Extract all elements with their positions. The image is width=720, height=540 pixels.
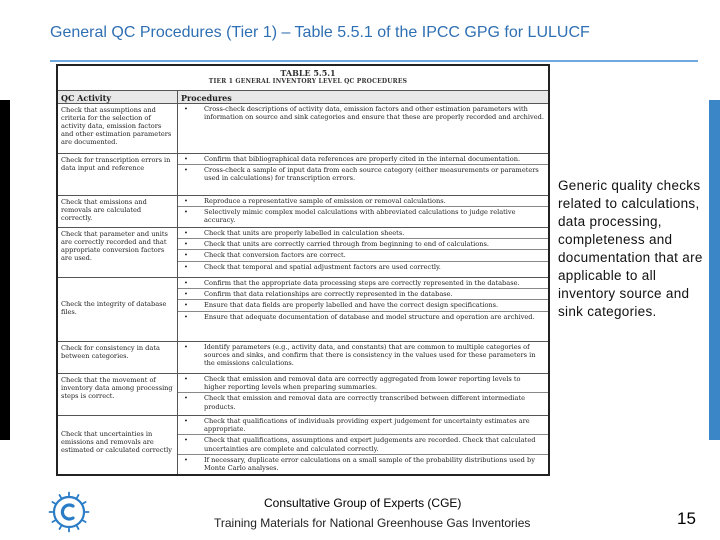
procedures-cell [178, 154, 548, 195]
procedures-cell [178, 104, 548, 153]
procedures-cell [178, 342, 548, 373]
table-number: TABLE 5.5.1 [280, 68, 336, 78]
table-row [58, 154, 548, 196]
qc-activity-cell: Check the integrity of database files. [58, 278, 178, 341]
qc-activity-cell: Check that emissions and removals are calculated correctly. [58, 196, 178, 227]
qc-activity-cell: Check that assumptions and criteria for the selection of activity data, emission factors and other estimation parameters are documented. [58, 104, 178, 153]
procedure-item: • Confirm that data relationships are correctly represented in the database. [178, 289, 548, 300]
table-title: TIER 1 GENERAL INVENTORY LEVEL QC PROCEDURES [208, 78, 408, 85]
procedure-item: • Check that conversion factors are correct. [178, 250, 548, 261]
qc-activity-cell: Check for transcription errors in data input and reference [58, 154, 178, 195]
procedure-item: • Cross-check descriptions of activity data, emission factors and other estimation parameters with information on source and sink categories and ensure that these are properly recorded and archived. [178, 104, 548, 122]
procedures-cell [178, 416, 548, 474]
procedure-item: • Check that qualifications of individuals providing expert judgement for uncertainty estimates are appropriate. [178, 416, 548, 435]
procedure-item: • Check that emission and removal data are correctly transcribed between different intermediate products. [178, 393, 548, 411]
footer-training-materials: Training Materials for National Greenhouse Gas Inventories [214, 516, 531, 530]
procedure-item: • Confirm that bibliographical data references are properly cited in the internal documentation. [178, 154, 548, 165]
qc-activity-cell: Check for consistency in data between categories. [58, 342, 178, 373]
table-row [58, 196, 548, 228]
table-row [58, 104, 548, 154]
procedures-cell [178, 228, 548, 277]
column-header-activity: QC Activity [58, 90, 178, 104]
procedure-item: • Check that units are correctly carried through from beginning to end of calculations. [178, 239, 548, 250]
procedure-item: • Check that temporal and spatial adjustment factors are used correctly. [178, 262, 548, 272]
table-heading [198, 68, 418, 85]
table-row [58, 374, 548, 416]
qc-procedures-table [56, 64, 550, 476]
right-accent-bar [709, 100, 720, 440]
procedure-item: • Check that emission and removal data are correctly aggregated from lower reporting levels to higher reporting levels when preparing summaries. [178, 374, 548, 393]
page-number: 15 [677, 509, 696, 528]
summary-text: Generic quality checks related to calculations, data processing, completeness and documentation that are applicable to all inventory source and sink categories. [558, 178, 703, 319]
qc-activity-cell: Check that the movement of inventory data among processing steps is correct. [58, 374, 178, 415]
table-row [58, 278, 548, 342]
title-divider [50, 60, 698, 62]
column-header-procedures: Procedures [178, 90, 548, 104]
procedure-item: • Reproduce a representative sample of emission or removal calculations. [178, 196, 548, 207]
table-row [58, 342, 548, 374]
table-row [58, 416, 548, 474]
procedures-cell [178, 374, 548, 415]
procedure-item: • Identify parameters (e.g., activity data, and constants) that are common to multiple categories of sources and sinks, and confirm that there is consistency in the values used for these parameters in the emissions calculations. [178, 342, 548, 369]
slide-title: General QC Procedures (Tier 1) – Table 5.5.1 of the IPCC GPG for LULUCF [50, 24, 590, 41]
procedure-item: • Check that qualifications, assumptions and expert judgements are recorded. Check that calculated uncertainties are complete and calculated correctly. [178, 435, 548, 454]
qc-activity-cell: Check that uncertainties in emissions and removals are estimated or calculated correctly [58, 416, 178, 474]
procedure-item: • Ensure that data fields are properly labelled and have the correct design specifications. [178, 300, 548, 311]
footer-organization: Consultative Group of Experts (CGE) [264, 496, 462, 510]
qc-activity-cell: Check that parameter and units are correctly recorded and that appropriate conversion factors are used. [58, 228, 178, 277]
unfccc-globe-icon [47, 490, 91, 534]
procedure-item: • Cross-check a sample of input data from each source category (either measurements or parameters used in calculations) for transcription errors. [178, 165, 548, 183]
procedure-item: • Confirm that the appropriate data processing steps are correctly represented in the database. [178, 278, 548, 289]
procedures-cell [178, 196, 548, 227]
procedures-cell [178, 278, 548, 341]
table-row [58, 228, 548, 278]
procedure-item: • Check that units are properly labelled in calculation sheets. [178, 228, 548, 239]
procedure-item: • Ensure that adequate documentation of database and model structure and operation are archived. [178, 312, 548, 322]
procedure-item: • If necessary, duplicate error calculations on a small sample of the probability distributions used by Monte Carlo analyses. [178, 455, 548, 473]
left-accent-bar [0, 100, 10, 440]
procedure-item: • Selectively mimic complex model calculations with abbreviated calculations to judge relative accuracy. [178, 207, 548, 225]
